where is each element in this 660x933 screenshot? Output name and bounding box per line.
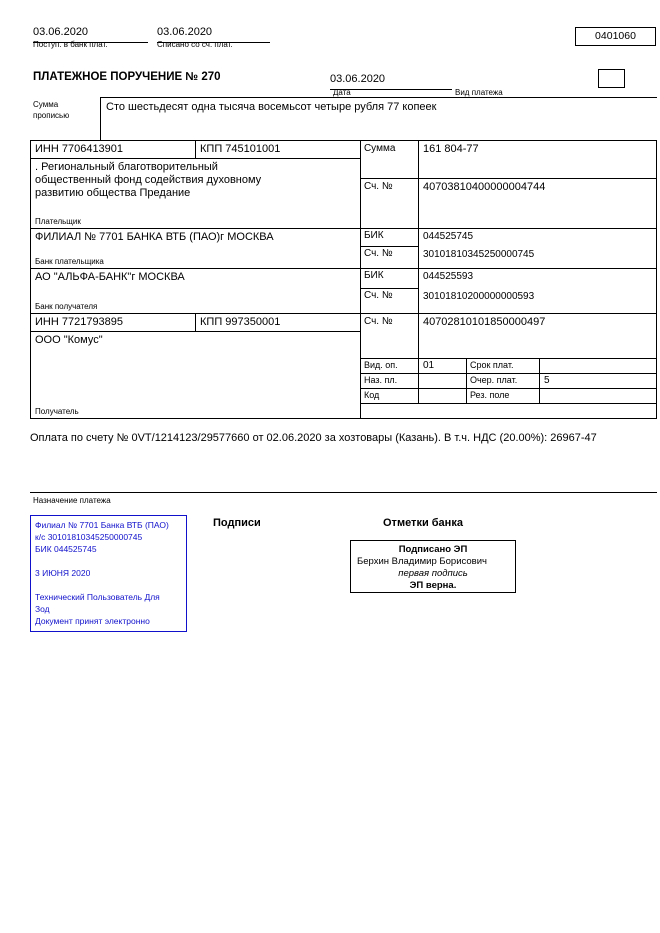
- payer-label: Плательщик: [35, 217, 81, 226]
- rez-pole-value: [540, 389, 656, 403]
- naz-pl-label: Наз. пл.: [361, 374, 419, 388]
- payee-account-value: 40702810101850000497: [422, 316, 546, 328]
- stamp-line: Зод: [35, 604, 50, 614]
- title-date-field: [330, 69, 452, 90]
- naz-pl-value: [419, 374, 467, 388]
- title-date-label: Дата: [333, 88, 351, 97]
- form-code-value: 0401060: [595, 30, 636, 42]
- amount-words-value: Сто шестьдесят одна тысяча восемьсот четыре рубля 77 копеек: [100, 97, 657, 140]
- payer-block: [31, 159, 360, 229]
- payee-bank-account-value: 30101810200000000593: [422, 291, 535, 302]
- payee-label: Получатель: [35, 407, 79, 416]
- date-received-label: Поступ. в банк плат.: [33, 40, 108, 49]
- payer-bank-account-value: 30101810345250000745: [422, 249, 535, 260]
- payee-bank-name: АО "АЛЬФА-БАНК"г МОСКВА: [35, 271, 185, 283]
- vid-op-label: Вид. оп.: [361, 359, 419, 373]
- payee-bank-label: Банк получателя: [35, 302, 98, 311]
- purpose-label: Назначение платежа: [33, 496, 111, 505]
- payee-bank-bik-label: БИК: [361, 269, 419, 289]
- payee-inn-kpp-row: [31, 314, 360, 332]
- purpose-text: Оплата по счету № 0VT/1214123/29577660 от 02.06.2020 за хозтовары (Казань). В т.ч. НДС (20.00%): 26967-47: [30, 432, 597, 444]
- payee-bank-codes: [361, 269, 656, 314]
- payee-inn: ИНН 7721793895: [31, 314, 196, 331]
- vid-op-value: 01: [419, 359, 467, 373]
- vid-op-row: [361, 359, 656, 374]
- amount-words-label: [30, 97, 100, 140]
- payee-bank-bik-value: 044525593: [422, 271, 474, 282]
- stamp-line: Документ принят электронно: [35, 616, 150, 626]
- signature-title: Подписано ЭП: [398, 544, 468, 555]
- payment-kind-box: [598, 69, 625, 88]
- signature-verdict: ЭП верна.: [409, 580, 457, 591]
- payer-account-label: Сч. №: [361, 179, 419, 228]
- amount-words-label-line2: прописью: [33, 111, 70, 120]
- stamp-line: Технический Пользователь Для: [35, 592, 160, 602]
- payer-bank-account-label: Сч. №: [361, 247, 419, 268]
- payer-kpp: КПП 745101001: [200, 143, 281, 155]
- naz-pl-row: [361, 374, 656, 389]
- table-left-column: [31, 141, 360, 418]
- stamp-line: [35, 579, 182, 591]
- ocher-plat-value: 5: [543, 375, 550, 386]
- payee-kpp: КПП 997350001: [200, 316, 281, 328]
- sum-value: 161 804-77: [422, 143, 479, 155]
- signer-name: Берхин Владимир Борисович: [357, 556, 487, 567]
- date-debited-value: 03.06.2020: [157, 26, 213, 38]
- payer-account-row: [361, 179, 656, 229]
- payer-name: . Региональный благотворительный общественный фонд содействия духовному развитию общества Предание: [35, 161, 262, 199]
- payer-bank-codes: [361, 229, 656, 269]
- bank-electronic-stamp: [30, 515, 187, 632]
- date-debited-label: Списано со сч. плат.: [157, 40, 233, 49]
- payer-bank-name: ФИЛИАЛ № 7701 БАНКА ВТБ (ПАО)г МОСКВА: [35, 231, 274, 243]
- payee-account-label: Сч. №: [361, 314, 419, 358]
- payer-bank-block: [31, 229, 360, 269]
- bank-marks-label: Отметки банка: [383, 517, 463, 529]
- signatures-label: Подписи: [213, 517, 261, 529]
- stamp-line: 3 ИЮНЯ 2020: [35, 568, 91, 578]
- payer-inn-kpp-row: [31, 141, 360, 159]
- payee-account-row: [361, 314, 656, 359]
- document-title: ПЛАТЕЖНОЕ ПОРУЧЕНИЕ № 270: [33, 71, 221, 83]
- payee-bank-account-label: Сч. №: [361, 289, 419, 313]
- stamp-line: [35, 555, 182, 567]
- payer-bank-bik-label: БИК: [361, 229, 419, 247]
- amount-words-row: [30, 97, 657, 140]
- payee-bank-block: [31, 269, 360, 314]
- payee-name: ООО "Комус": [35, 334, 103, 346]
- payee-block: [31, 332, 360, 418]
- payer-bank-bik-value: 044525745: [422, 231, 474, 242]
- stamp-line: к/с 30101810345250000745: [35, 532, 143, 542]
- sum-label: Сумма: [361, 141, 419, 178]
- table-right-column: [360, 141, 656, 418]
- payer-inn: ИНН 7706413901: [31, 141, 196, 158]
- bottom-right-empty-cell: [361, 404, 656, 418]
- purpose-underline: [30, 492, 657, 493]
- payment-details-table: [30, 140, 657, 419]
- sum-row: [361, 141, 656, 179]
- amount-words-label-line1: Сумма: [33, 100, 59, 109]
- payment-kind-label: Вид платежа: [455, 88, 503, 97]
- stamp-line: БИК 044525745: [35, 544, 97, 554]
- payer-account-value: 40703810400000004744: [422, 181, 546, 193]
- form-code-box: [575, 27, 656, 46]
- kod-row: [361, 389, 656, 404]
- kod-label: Код: [361, 389, 419, 403]
- srok-plat-value: [540, 359, 656, 373]
- stamp-line: Филиал № 7701 Банка ВТБ (ПАО): [35, 520, 169, 530]
- kod-value: [419, 389, 467, 403]
- rez-pole-label: Рез. поле: [467, 389, 540, 403]
- date-received-value: 03.06.2020: [33, 26, 89, 38]
- signature-subtitle: первая подпись: [398, 568, 468, 579]
- srok-plat-label: Срок плат.: [467, 359, 540, 373]
- payer-bank-label: Банк плательщика: [35, 257, 104, 266]
- electronic-signature-box: [350, 540, 516, 593]
- title-date-value: 03.06.2020: [330, 73, 386, 85]
- ocher-plat-label: Очер. плат.: [467, 374, 540, 388]
